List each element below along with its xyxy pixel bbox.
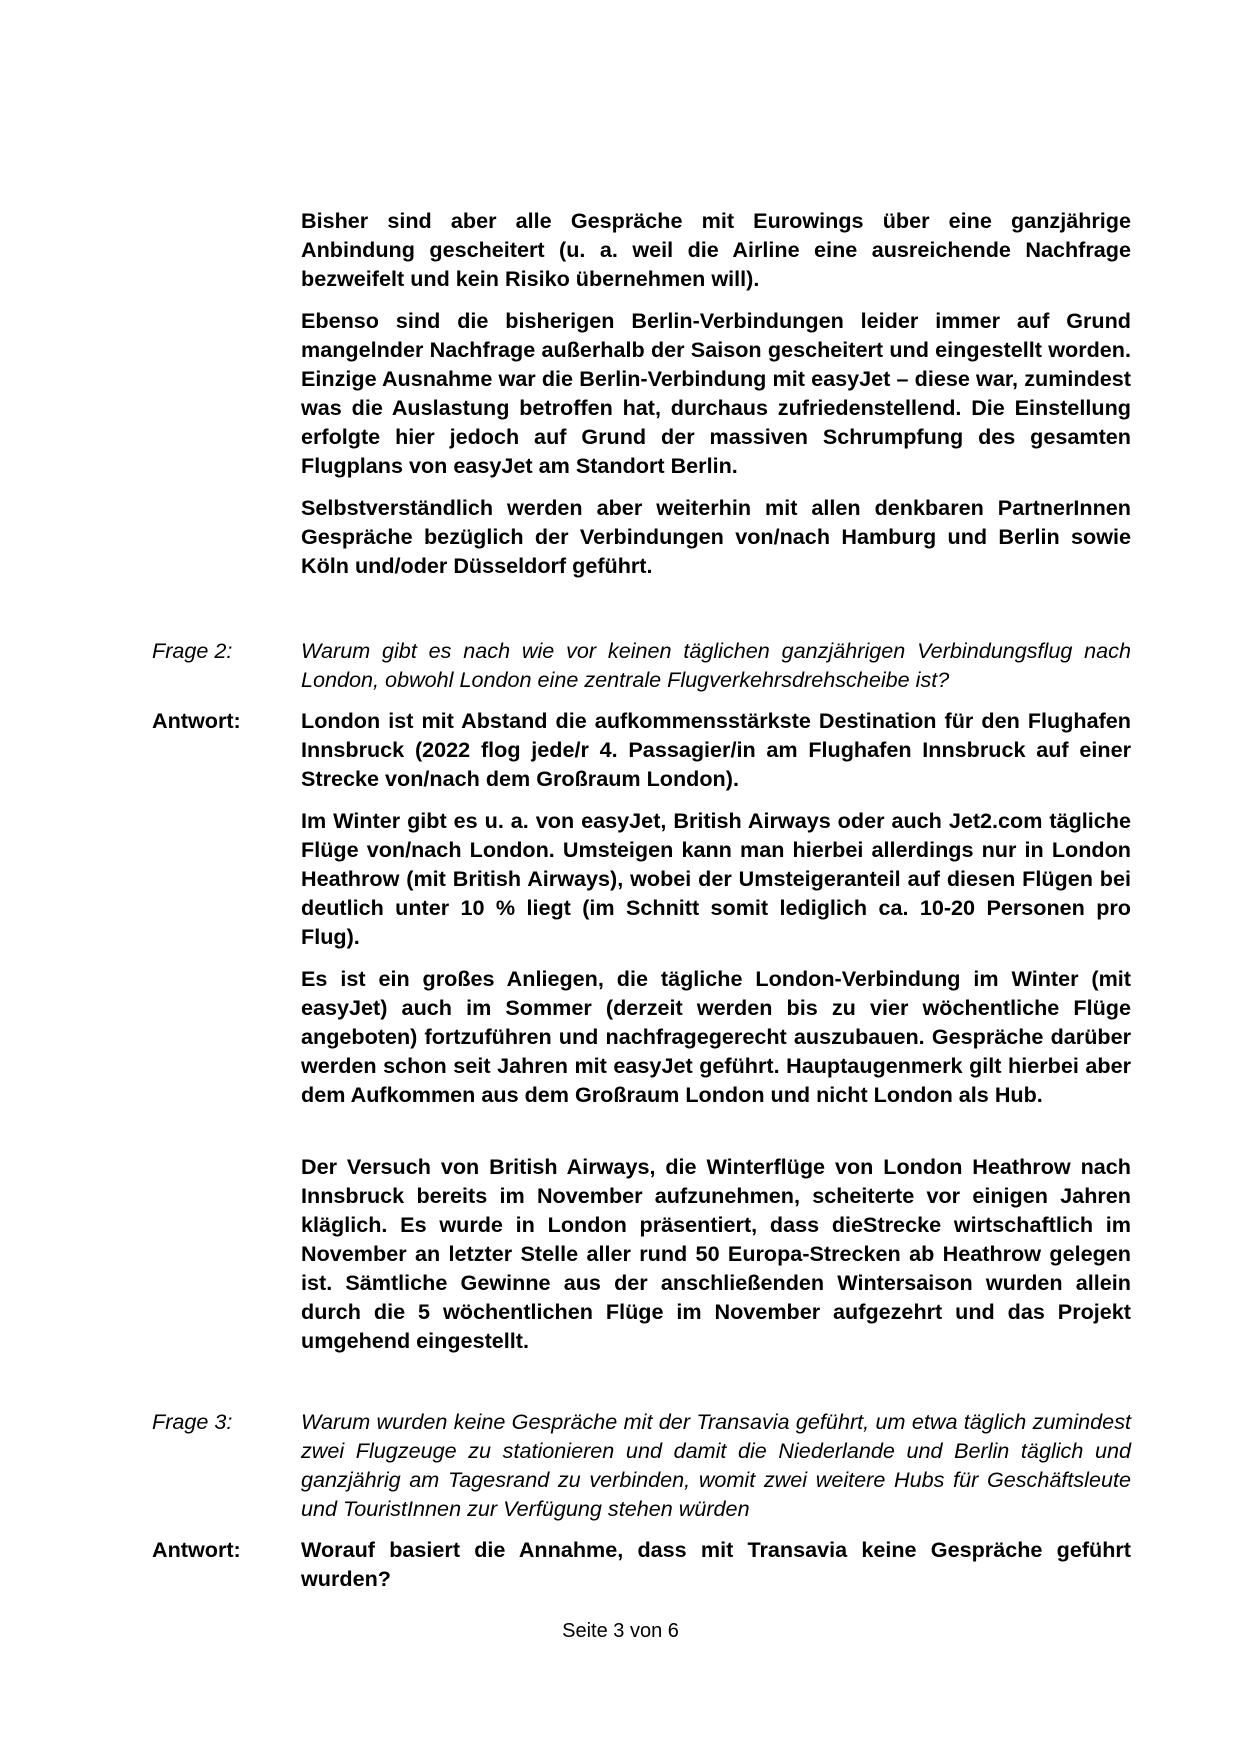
question-3-text: Warum wurden keine Gespräche mit der Transavia geführt, um etwa täglich zumindest zwei Flugzeuge zu stationieren und damit die Niederlande und Berlin täglich und ganzjährig am Tagesrand zu verbinden, womit zwei weitere Hubs für Geschäftsleute und TouristInnen zur Verfügung stehen würden (301, 1409, 1131, 1521)
answer-2-paragraph-3: Es ist ein großes Anliegen, die tägliche London-Verbindung im Winter (mit easyJet) auch im Sommer (derzeit werden bis zu vier wöchentliche Flüge angeboten) fortzuführen und nachfragegerecht auszubauen. Gespräche darüber werden schon seit Jahren mit easyJet geführt. Hauptaugenmerk gilt hierbei aber dem Aufkommen aus dem Großraum London und nicht London als Hub. (301, 966, 1131, 1107)
answer-2-paragraph-2: Im Winter gibt es u. a. von easyJet, British Airways oder auch Jet2.com tägliche Flüge von/nach London. Umsteigen kann man hierbei allerdings nur in London Heathrow (mit British Airways), wobei der Umsteigeranteil auf diesen Flügen bei deutlich unter 10 % liegt (im Schnitt somit lediglich ca. 10-20 Personen pro Flug). (301, 808, 1131, 949)
intro-paragraph-partners: Selbstverständlich werden aber weiterhin mit allen denkbaren PartnerInnen Gespräche bezüglich der Verbindungen von/nach Hamburg und Berlin sowie Köln und/oder Düsseldorf geführt. (301, 495, 1131, 578)
page-number-footer: Seite 3 von 6 (562, 1620, 679, 1642)
answer-2-paragraph-1: London ist mit Abstand die aufkommensstärkste Destination für den Flughafen Innsbruck (2022 flog jede/r 4. Passagier/in am Flughafen Innsbruck auf einer Strecke von/nach dem Großraum London). (301, 708, 1131, 791)
question-2-text: Warum gibt es nach wie vor keinen täglichen ganzjährigen Verbindungsflug nach London, obwohl London eine zentrale Flugverkehrsdrehscheibe ist? (301, 638, 1131, 692)
question-2-label: Frage 2: (152, 638, 233, 663)
question-3-label: Frage 3: (152, 1409, 233, 1434)
answer-2-paragraph-4: Der Versuch von British Airways, die Winterflüge von London Heathrow nach Innsbruck bereits im November aufzunehmen, scheiterte vor einigen Jahren kläglich. Es wurde in London präsentiert, dass dieStrecke wirtschaftlich im November an letzter Stelle aller rund 50 Europa-Strecken ab Heathrow gelegen ist. Sämtliche Gewinne aus der anschließenden Wintersaison wurden allein durch die 5 wöchentlichen Flüge im November aufgezehrt und das Projekt umgehend eingestellt. (301, 1154, 1131, 1353)
intro-paragraph-eurowings: Bisher sind aber alle Gespräche mit Eurowings über eine ganzjährige Anbindung gescheitert (u. a. weil die Airline eine ausreichende Nachfrage bezweifelt und kein Risiko übernehmen will). (301, 208, 1131, 291)
answer-3-paragraph-1: Worauf basiert die Annahme, dass mit Transavia keine Gespräche geführt wurden? (301, 1537, 1131, 1591)
answer-3-label: Antwort: (152, 1537, 241, 1562)
intro-paragraph-berlin: Ebenso sind die bisherigen Berlin-Verbindungen leider immer auf Grund mangelnder Nachfrage außerhalb der Saison gescheitert und eingestellt worden. Einzige Ausnahme war die Berlin-Verbindung mit easyJet – diese war, zumindest was die Auslastung betroffen hat, durchaus zufriedenstellend. Die Einstellung erfolgte hier jedoch auf Grund der massiven Schrumpfung des gesamten Flugplans von easyJet am Standort Berlin. (301, 308, 1131, 478)
answer-2-label: Antwort: (152, 708, 241, 733)
